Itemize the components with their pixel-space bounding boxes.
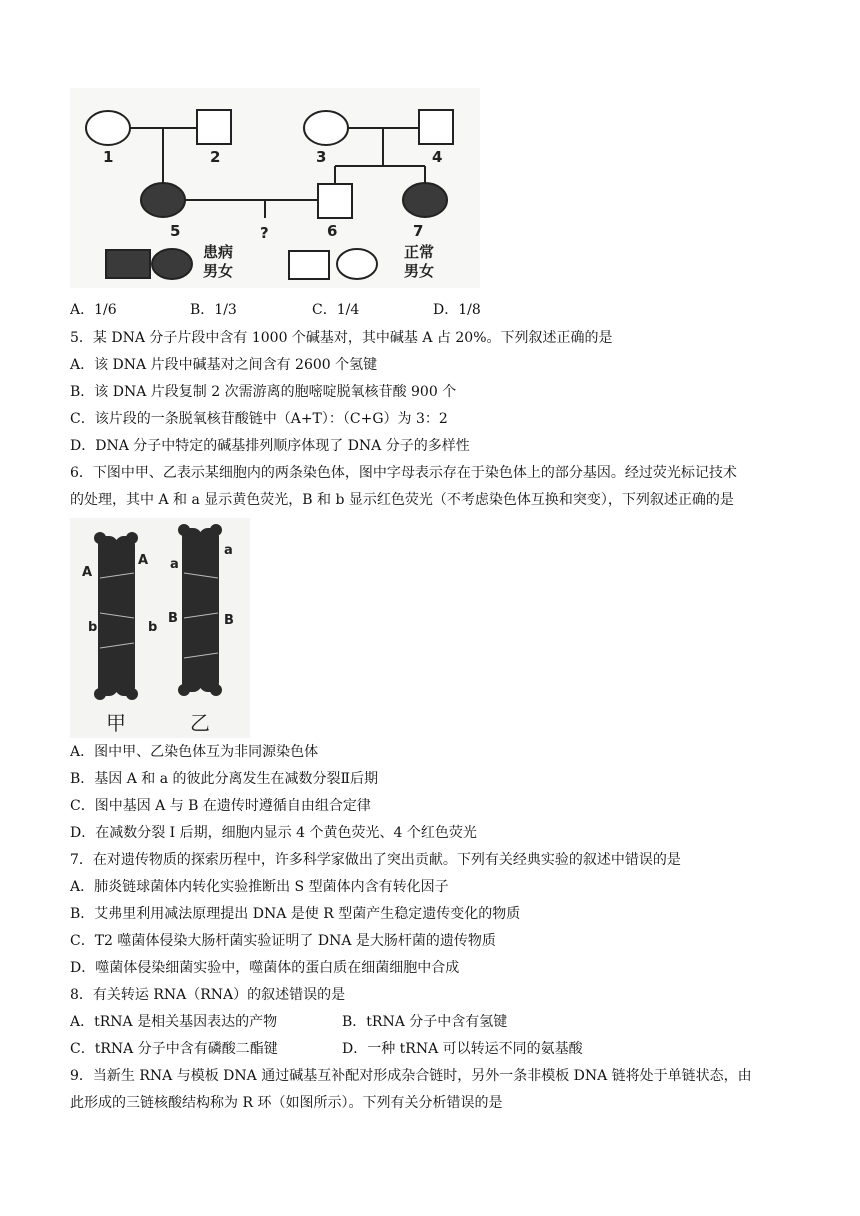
q4-option-b[interactable]: B．1/3 — [190, 302, 237, 318]
gene-label-jia-b-left: b — [88, 620, 98, 635]
q8-option-a[interactable]: A．tRNA 是相关基因表达的产物 — [70, 1014, 278, 1030]
label-3: 3 — [316, 148, 327, 166]
legend-affected-line2: 男女 — [203, 262, 234, 280]
q9-stem-line1: 9．当新生 RNA 与模板 DNA 通过碱基互补配对形成杂合链时，另外一条非模板 DNA 链将处于单链状态，由 — [70, 1068, 752, 1084]
label-5: 5 — [170, 222, 181, 240]
individual-1-normal-female — [86, 111, 130, 145]
label-6: 6 — [327, 222, 338, 240]
label-7: 7 — [413, 222, 424, 240]
q5-option-c[interactable]: C．该片段的一条脱氧核苷酸链中（A+T）：（C+G）为 3：2 — [70, 411, 448, 427]
q6-stem-line1: 6．下图中甲、乙表示某细胞内的两条染色体，图中字母表示存在于染色体上的部分基因。经过荧光标记技术 — [70, 465, 737, 481]
gene-label-jia-A-right: A — [138, 553, 149, 568]
gene-label-yi-a-left: a — [170, 557, 179, 572]
q7-option-a[interactable]: A．肺炎链球菌体内转化实验推断出 S 型菌体内含有转化因子 — [70, 879, 449, 895]
legend-normal-line2: 男女 — [404, 262, 435, 280]
gene-label-jia-b-right: b — [148, 620, 158, 635]
legend-normal-male-icon — [289, 251, 329, 279]
q9-stem-line2: 此形成的三链核酸结构称为 R 环（如图所示）。下列有关分析错误的是 — [70, 1095, 503, 1111]
label-2: 2 — [210, 148, 221, 166]
gene-label-yi-a-right: a — [224, 543, 233, 558]
legend-normal-female-icon — [337, 249, 377, 279]
pedigree-figure — [70, 88, 480, 288]
q7-option-d[interactable]: D．噬菌体侵染细菌实验中，噬菌体的蛋白质在细菌细胞中合成 — [70, 960, 460, 976]
chromosome-label-jia: 甲 — [106, 711, 126, 735]
question-mark: ? — [260, 224, 269, 242]
legend-normal-line1: 正常 — [404, 243, 435, 261]
q5-stem: 5．某 DNA 分子片段中含有 1000 个碱基对，其中碱基 A 占 20%。下列叙述正确的是 — [70, 330, 613, 346]
gene-label-yi-B-left: B — [168, 611, 178, 626]
q8-option-d[interactable]: D．一种 tRNA 可以转运不同的氨基酸 — [342, 1041, 583, 1057]
q5-option-d[interactable]: D．DNA 分子中特定的碱基排列顺序体现了 DNA 分子的多样性 — [70, 438, 470, 454]
individual-6-normal-male — [318, 184, 352, 218]
q7-stem: 7．在对遗传物质的探索历程中，许多科学家做出了突出贡献。下列有关经典实验的叙述中错误的是 — [70, 852, 681, 868]
q6-option-c[interactable]: C．图中基因 A 与 B 在遗传时遵循自由组合定律 — [70, 798, 371, 814]
q6-option-b[interactable]: B．基因 A 和 a 的彼此分离发生在减数分裂Ⅱ后期 — [70, 771, 379, 787]
chromosome-yi-right-chromatid — [199, 528, 219, 692]
legend-affected-male-icon — [106, 250, 150, 278]
individual-7-affected-female — [403, 183, 447, 217]
label-4: 4 — [432, 148, 443, 166]
q5-option-b[interactable]: B．该 DNA 片段复制 2 次需游离的胞嘧啶脱氧核苷酸 900 个 — [70, 384, 457, 400]
q8-option-c[interactable]: C．tRNA 分子中含有磷酸二酯键 — [70, 1041, 278, 1057]
individual-2-normal-male — [197, 110, 231, 144]
q8-option-b[interactable]: B．tRNA 分子中含有氢键 — [342, 1014, 508, 1030]
q8-stem: 8．有关转运 RNA（RNA）的叙述错误的是 — [70, 987, 346, 1003]
gene-label-jia-A-left: A — [82, 565, 93, 580]
individual-4-normal-male — [419, 110, 453, 144]
q4-option-d[interactable]: D．1/8 — [433, 302, 481, 318]
q5-option-a[interactable]: A．该 DNA 片段中碱基对之间含有 2600 个氢键 — [70, 357, 378, 373]
legend-affected-female-icon — [152, 249, 192, 279]
individual-5-affected-female — [141, 183, 185, 217]
legend-affected-line1: 患病 — [203, 243, 234, 261]
q6-option-d[interactable]: D．在减数分裂 I 后期，细胞内显示 4 个黄色荧光、4 个红色荧光 — [70, 825, 477, 841]
q4-option-a[interactable]: A．1/6 — [70, 302, 117, 318]
q7-option-b[interactable]: B．艾弗里利用减法原理提出 DNA 是使 R 型菌产生稳定遗传变化的物质 — [70, 906, 521, 922]
chromosome-label-yi: 乙 — [190, 711, 210, 735]
label-1: 1 — [103, 148, 114, 166]
q6-option-a[interactable]: A．图中甲、乙染色体互为非同源染色体 — [70, 744, 319, 760]
gene-label-yi-B-right: B — [224, 613, 234, 628]
chromosome-figure — [70, 518, 250, 738]
individual-3-normal-female — [304, 111, 348, 145]
q4-option-c[interactable]: C．1/4 — [312, 302, 360, 318]
q7-option-c[interactable]: C．T2 噬菌体侵染大肠杆菌实验证明了 DNA 是大肠杆菌的遗传物质 — [70, 933, 496, 949]
q6-stem-line2: 的处理，其中 A 和 a 显示黄色荧光，B 和 b 显示红色荧光（不考虑染色体互换和突变），下列叙述正确的是 — [70, 492, 734, 508]
